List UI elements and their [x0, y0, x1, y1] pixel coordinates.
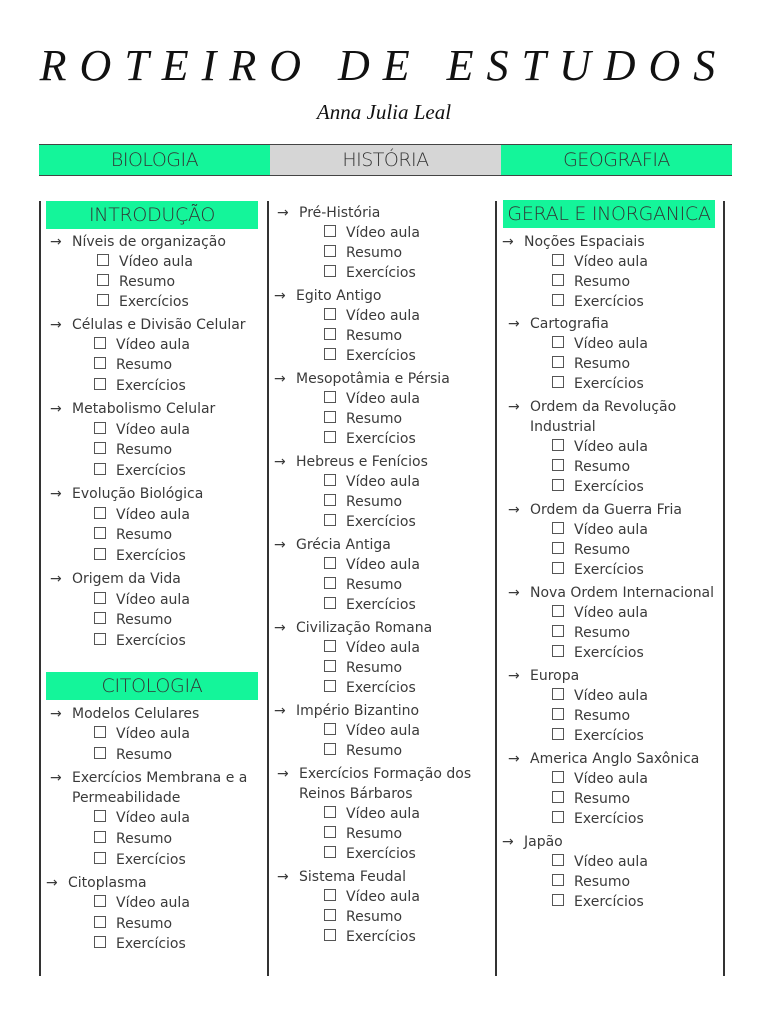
- checkbox-icon[interactable]: [324, 597, 336, 609]
- checklist-item[interactable]: Vídeo aula: [552, 437, 648, 457]
- arrow-icon: →: [274, 454, 286, 470]
- checkbox-icon[interactable]: [552, 625, 564, 637]
- topic-continuation: Industrial: [530, 419, 596, 435]
- checklist-item[interactable]: Resumo: [552, 706, 630, 726]
- checklist-item[interactable]: Exercícios: [552, 374, 644, 394]
- checklist-item[interactable]: Vídeo aula: [324, 472, 420, 492]
- arrow-icon: →: [50, 571, 62, 587]
- checklist-item[interactable]: Vídeo aula: [324, 887, 420, 907]
- checklist-item[interactable]: Resumo: [324, 492, 402, 512]
- checkbox-icon[interactable]: [324, 348, 336, 360]
- checklist-item[interactable]: Resumo: [324, 658, 402, 678]
- checklist-item[interactable]: Resumo: [324, 907, 402, 927]
- topic: → Pré-História: [277, 205, 381, 221]
- checkbox-icon[interactable]: [552, 294, 564, 306]
- checkbox-icon[interactable]: [94, 810, 106, 822]
- topic: → Império Bizantino: [274, 703, 420, 719]
- checklist-item[interactable]: Vídeo aula: [97, 252, 193, 272]
- checkbox-icon[interactable]: [552, 459, 564, 471]
- checklist-item[interactable]: Resumo: [552, 354, 630, 374]
- checklist-item[interactable]: Vídeo aula: [324, 804, 420, 824]
- topic: → Nova Ordem Internacional: [508, 585, 715, 601]
- checklist-item[interactable]: Vídeo aula: [552, 852, 648, 872]
- checkbox-icon[interactable]: [94, 378, 106, 390]
- subject-historia: HISTÓRIA: [270, 145, 501, 175]
- arrow-icon: →: [50, 317, 62, 333]
- checklist-item[interactable]: Resumo: [94, 914, 172, 934]
- checkbox-icon[interactable]: [324, 391, 336, 403]
- checkbox-icon[interactable]: [552, 688, 564, 700]
- checkbox-icon[interactable]: [552, 336, 564, 348]
- topic: → Cartografia: [508, 316, 609, 332]
- checklist-item[interactable]: Exercícios: [552, 477, 644, 497]
- checklist-item[interactable]: Exercícios: [324, 844, 416, 864]
- checklist-item[interactable]: Exercícios: [324, 346, 416, 366]
- checklist-item[interactable]: Resumo: [324, 326, 402, 346]
- checkbox-icon[interactable]: [94, 916, 106, 928]
- topic: → Grécia Antiga: [274, 537, 391, 553]
- checkbox-icon[interactable]: [552, 645, 564, 657]
- checklist-item[interactable]: Exercícios: [94, 631, 186, 651]
- arrow-icon: →: [274, 620, 286, 636]
- checkbox-icon[interactable]: [552, 439, 564, 451]
- topic: → Níveis de organização: [50, 234, 226, 250]
- arrow-icon: →: [508, 751, 520, 767]
- checklist-item[interactable]: Vídeo aula: [94, 590, 190, 610]
- checklist-item[interactable]: Resumo: [552, 272, 630, 292]
- checkbox-icon[interactable]: [324, 494, 336, 506]
- checklist-item[interactable]: Resumo: [94, 610, 172, 630]
- checkbox-icon[interactable]: [324, 806, 336, 818]
- arrow-icon: →: [50, 401, 62, 417]
- column-divider: [723, 201, 725, 976]
- checklist-item[interactable]: Resumo: [94, 440, 172, 460]
- checklist-item[interactable]: Vídeo aula: [94, 808, 190, 828]
- checklist-item[interactable]: Resumo: [552, 457, 630, 477]
- arrow-icon: →: [508, 399, 520, 415]
- checkbox-icon[interactable]: [552, 894, 564, 906]
- checkbox-icon[interactable]: [94, 337, 106, 349]
- checklist-item[interactable]: Resumo: [94, 355, 172, 375]
- checkbox-icon[interactable]: [94, 592, 106, 604]
- checkbox-icon[interactable]: [94, 747, 106, 759]
- checklist-item[interactable]: Resumo: [552, 540, 630, 560]
- checkbox-icon[interactable]: [552, 771, 564, 783]
- subject-biologia: BIOLOGIA: [39, 145, 270, 175]
- checklist-item[interactable]: Resumo: [94, 525, 172, 545]
- topic: → Noções Espaciais: [502, 234, 645, 250]
- topic: → America Anglo Saxônica: [508, 751, 700, 767]
- checkbox-icon[interactable]: [552, 562, 564, 574]
- checkbox-icon[interactable]: [94, 895, 106, 907]
- checklist-item[interactable]: Vídeo aula: [552, 334, 648, 354]
- checkbox-icon[interactable]: [94, 633, 106, 645]
- arrow-icon: →: [508, 585, 520, 601]
- checkbox-icon[interactable]: [324, 640, 336, 652]
- column-divider: [495, 201, 497, 976]
- checklist-item[interactable]: Exercícios: [324, 927, 416, 947]
- topic: → Egito Antigo: [274, 288, 382, 304]
- topic: → Japão: [502, 834, 563, 850]
- topic: → Sistema Feudal: [277, 869, 406, 885]
- checkbox-icon[interactable]: [94, 422, 106, 434]
- checklist-item[interactable]: Vídeo aula: [94, 893, 190, 913]
- topic: → Exercícios Formação dos: [277, 766, 472, 782]
- checkbox-icon[interactable]: [552, 254, 564, 266]
- checklist-item[interactable]: Exercícios: [94, 376, 186, 396]
- checkbox-icon[interactable]: [324, 514, 336, 526]
- checklist-item[interactable]: Exercícios: [552, 292, 644, 312]
- arrow-icon: →: [274, 537, 286, 553]
- checklist-item[interactable]: Resumo: [324, 243, 402, 263]
- checkbox-icon[interactable]: [324, 557, 336, 569]
- checklist-item[interactable]: Resumo: [324, 575, 402, 595]
- checklist-item[interactable]: Vídeo aula: [552, 603, 648, 623]
- checklist-item[interactable]: Vídeo aula: [552, 686, 648, 706]
- checkbox-icon[interactable]: [94, 852, 106, 864]
- checklist-item[interactable]: Exercícios: [324, 429, 416, 449]
- checkbox-icon[interactable]: [324, 577, 336, 589]
- topic: → Ordem da Revolução: [508, 399, 677, 415]
- checkbox-icon[interactable]: [94, 527, 106, 539]
- checklist-item[interactable]: Resumo: [324, 824, 402, 844]
- checklist-item[interactable]: Exercícios: [552, 643, 644, 663]
- arrow-icon: →: [277, 766, 289, 782]
- checkbox-icon[interactable]: [94, 357, 106, 369]
- topic: → Células e Divisão Celular: [50, 317, 246, 333]
- checklist-item[interactable]: Vídeo aula: [324, 306, 420, 326]
- checkbox-icon[interactable]: [324, 826, 336, 838]
- checkbox-icon[interactable]: [324, 660, 336, 672]
- topic: → Modelos Celulares: [50, 706, 200, 722]
- checklist-item[interactable]: Exercícios: [324, 263, 416, 283]
- checkbox-icon[interactable]: [97, 254, 109, 266]
- checkbox-icon[interactable]: [324, 889, 336, 901]
- checkbox-icon[interactable]: [324, 474, 336, 486]
- checkbox-icon[interactable]: [552, 274, 564, 286]
- checklist-item[interactable]: Vídeo aula: [94, 724, 190, 744]
- arrow-icon: →: [508, 316, 520, 332]
- arrow-icon: →: [50, 234, 62, 250]
- checkbox-icon[interactable]: [324, 308, 336, 320]
- topic-continuation: Permeabilidade: [72, 790, 181, 806]
- checkbox-icon[interactable]: [94, 507, 106, 519]
- checklist-item[interactable]: Vídeo aula: [324, 223, 420, 243]
- checklist-item[interactable]: Vídeo aula: [94, 420, 190, 440]
- checkbox-icon[interactable]: [552, 605, 564, 617]
- checkbox-icon[interactable]: [324, 929, 336, 941]
- checklist-item[interactable]: Exercícios: [94, 461, 186, 481]
- checkbox-icon[interactable]: [324, 265, 336, 277]
- arrow-icon: →: [502, 234, 514, 250]
- checklist-item[interactable]: Exercícios: [94, 934, 186, 954]
- arrow-icon: →: [508, 668, 520, 684]
- checkbox-icon[interactable]: [552, 479, 564, 491]
- arrow-icon: →: [50, 770, 62, 786]
- column-divider: [267, 201, 269, 976]
- checkbox-icon[interactable]: [324, 723, 336, 735]
- topic: → Mesopotâmia e Pérsia: [274, 371, 450, 387]
- topic: → Civilização Romana: [274, 620, 433, 636]
- checklist-item[interactable]: Vídeo aula: [552, 520, 648, 540]
- checklist-item[interactable]: Vídeo aula: [552, 252, 648, 272]
- checklist-item[interactable]: Resumo: [324, 741, 402, 761]
- checklist-item[interactable]: Vídeo aula: [324, 555, 420, 575]
- checklist-item[interactable]: Exercícios: [552, 560, 644, 580]
- checklist-item[interactable]: Exercícios: [324, 512, 416, 532]
- topic: → Evolução Biológica: [50, 486, 204, 502]
- arrow-icon: →: [277, 869, 289, 885]
- checklist-item[interactable]: Resumo: [552, 623, 630, 643]
- arrow-icon: →: [50, 486, 62, 502]
- topic: → Exercícios Membrana e a: [50, 770, 248, 786]
- checkbox-icon[interactable]: [94, 726, 106, 738]
- checkbox-icon[interactable]: [324, 431, 336, 443]
- checkbox-icon[interactable]: [324, 846, 336, 858]
- section-citologia: CITOLOGIA: [46, 672, 258, 700]
- checkbox-icon[interactable]: [552, 811, 564, 823]
- checklist-item[interactable]: Exercícios: [324, 678, 416, 698]
- checkbox-icon[interactable]: [94, 612, 106, 624]
- author-name: Anna Julia Leal: [316, 100, 452, 124]
- arrow-icon: →: [274, 371, 286, 387]
- arrow-icon: →: [502, 834, 514, 850]
- topic: → Ordem da Guerra Fria: [508, 502, 682, 518]
- checklist-item[interactable]: Exercícios: [97, 292, 189, 312]
- checklist-item[interactable]: Resumo: [552, 872, 630, 892]
- topic: → Europa: [508, 668, 580, 684]
- checklist-item[interactable]: Vídeo aula: [94, 505, 190, 525]
- checklist-item[interactable]: Vídeo aula: [324, 638, 420, 658]
- arrow-icon: →: [46, 875, 58, 891]
- checklist-item[interactable]: Resumo: [94, 829, 172, 849]
- checklist-item[interactable]: Vídeo aula: [324, 389, 420, 409]
- checkbox-icon[interactable]: [324, 680, 336, 692]
- topic: → Metabolismo Celular: [50, 401, 216, 417]
- checklist-item[interactable]: Exercícios: [324, 595, 416, 615]
- topic: → Hebreus e Fenícios: [274, 454, 428, 470]
- subject-header-bar: [39, 144, 732, 176]
- checkbox-icon[interactable]: [94, 831, 106, 843]
- checkbox-icon[interactable]: [94, 442, 106, 454]
- checkbox-icon[interactable]: [97, 274, 109, 286]
- checkbox-icon[interactable]: [552, 542, 564, 554]
- checklist-item[interactable]: Resumo: [97, 272, 175, 292]
- checkbox-icon[interactable]: [552, 356, 564, 368]
- checkbox-icon[interactable]: [94, 936, 106, 948]
- subject-geografia: GEOGRAFIA: [501, 145, 732, 175]
- checklist-item[interactable]: Exercícios: [552, 809, 644, 829]
- checkbox-icon[interactable]: [94, 463, 106, 475]
- checkbox-icon[interactable]: [324, 411, 336, 423]
- checkbox-icon[interactable]: [552, 854, 564, 866]
- checklist-item[interactable]: Exercícios: [552, 726, 644, 746]
- checkbox-icon[interactable]: [552, 791, 564, 803]
- checkbox-icon[interactable]: [97, 294, 109, 306]
- topic-continuation: Reinos Bárbaros: [299, 786, 413, 802]
- checklist-item[interactable]: Vídeo aula: [94, 335, 190, 355]
- arrow-icon: →: [274, 703, 286, 719]
- checkbox-icon[interactable]: [552, 728, 564, 740]
- topic: → Citoplasma: [46, 875, 147, 891]
- arrow-icon: →: [274, 288, 286, 304]
- checklist-item[interactable]: Vídeo aula: [324, 721, 420, 741]
- section-introducao: INTRODUÇÃO: [46, 201, 258, 229]
- arrow-icon: →: [508, 502, 520, 518]
- checklist-item[interactable]: Vídeo aula: [552, 769, 648, 789]
- checklist-item[interactable]: Exercícios: [94, 546, 186, 566]
- column-divider: [39, 201, 41, 976]
- checklist-item[interactable]: Exercícios: [552, 892, 644, 912]
- checkbox-icon[interactable]: [324, 225, 336, 237]
- arrow-icon: →: [50, 706, 62, 722]
- checkbox-icon[interactable]: [324, 909, 336, 921]
- checkbox-icon[interactable]: [552, 874, 564, 886]
- section-geral-inorganica: GERAL E INORGANICA: [503, 200, 715, 228]
- checkbox-icon[interactable]: [94, 548, 106, 560]
- arrow-icon: →: [277, 205, 289, 221]
- checklist-item[interactable]: Resumo: [94, 745, 172, 765]
- checkbox-icon[interactable]: [552, 708, 564, 720]
- topic: → Origem da Vida: [50, 571, 181, 587]
- checklist-item[interactable]: Resumo: [324, 409, 402, 429]
- checklist-item[interactable]: Resumo: [552, 789, 630, 809]
- checkbox-icon[interactable]: [552, 522, 564, 534]
- checkbox-icon[interactable]: [324, 328, 336, 340]
- checkbox-icon[interactable]: [324, 743, 336, 755]
- checkbox-icon[interactable]: [324, 245, 336, 257]
- checklist-item[interactable]: Exercícios: [94, 850, 186, 870]
- checkbox-icon[interactable]: [552, 376, 564, 388]
- page-title: ROTEIRO DE ESTUDOS: [39, 41, 729, 90]
